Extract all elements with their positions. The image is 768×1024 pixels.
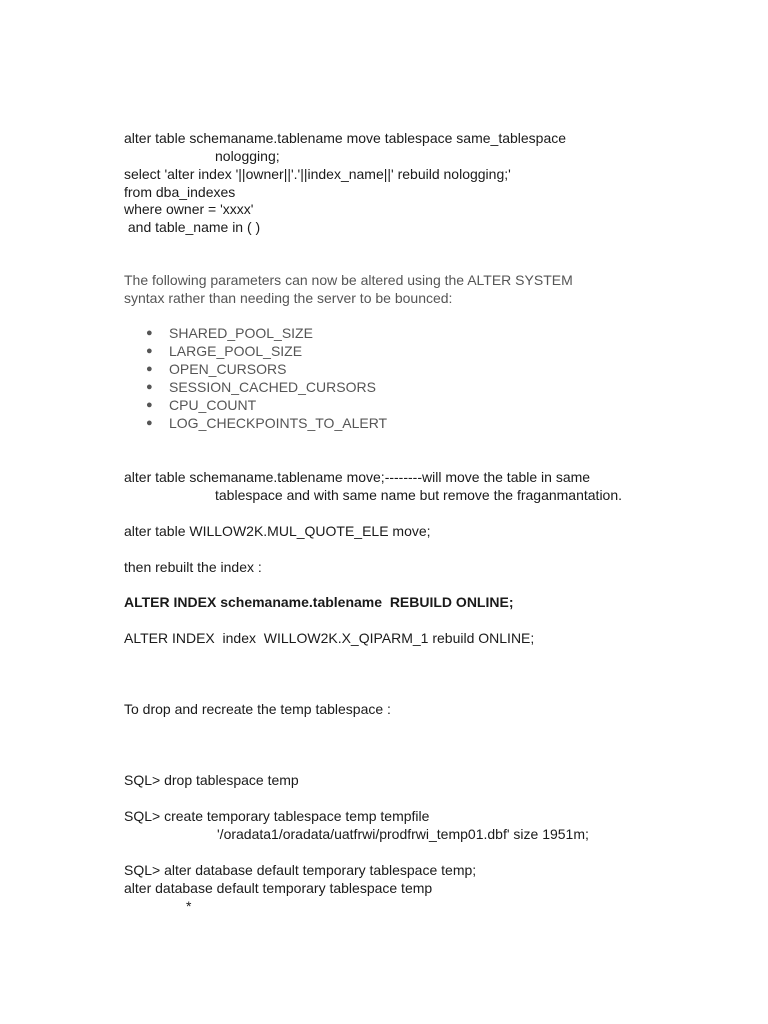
bullet-icon: ●	[146, 345, 153, 357]
bullet-icon: ●	[146, 363, 153, 375]
bullet-icon: ●	[146, 327, 153, 339]
list-item-label: LOG_CHECKPOINTS_TO_ALERT	[169, 415, 388, 431]
temp-heading: To drop and recreate the temp tablespace :	[124, 701, 391, 717]
list-item	[124, 378, 387, 396]
sql-move-tablespace-line: alter table schemaname.tablename move tablespace same_tablespace	[124, 130, 567, 146]
error-asterisk: *	[186, 898, 192, 914]
list-item	[124, 360, 387, 378]
list-item-label: LARGE_POOL_SIZE	[169, 343, 303, 359]
sql-from-line: from dba_indexes	[124, 184, 236, 200]
params-bullet-list	[124, 324, 387, 432]
rebuilt-index-line: then rebuilt the index :	[124, 559, 262, 575]
bullet-icon: ●	[146, 417, 153, 429]
move-table-line-1: alter table schemaname.tablename move;--------will move the table in same	[124, 469, 591, 485]
list-item	[124, 342, 387, 360]
sql-and-line: and table_name in ( )	[124, 219, 261, 235]
sql-create-temp-line-1: SQL> create temporary tablespace temp tempfile	[124, 808, 430, 824]
sql-create-temp-line-2: '/oradata1/oradata/uatfrwi/prodfrwi_temp01.dbf' size 1951m;	[217, 826, 589, 842]
params-intro-line-1: The following parameters can now be altered using the ALTER SYSTEM	[124, 272, 573, 288]
list-item	[124, 414, 387, 432]
list-item-label: CPU_COUNT	[169, 397, 257, 413]
willow-move-line: alter table WILLOW2K.MUL_QUOTE_ELE move;	[124, 523, 431, 539]
sql-alter-database-echo-line: alter database default temporary tablespace temp	[124, 880, 433, 896]
sql-alter-database-line: SQL> alter database default temporary tablespace temp;	[124, 862, 477, 878]
sql-select-line: select 'alter index '||owner||'.'||index_name||' rebuild nologging;'	[124, 166, 511, 182]
move-table-line-2: tablespace and with same name but remove the fraganmantation.	[215, 487, 623, 503]
alter-index-bold-line: ALTER INDEX schemaname.tablename REBUILD ONLINE;	[124, 594, 514, 610]
list-item	[124, 396, 387, 414]
list-item-label: OPEN_CURSORS	[169, 361, 287, 377]
list-item-label: SHARED_POOL_SIZE	[169, 325, 313, 341]
sql-drop-tablespace-line: SQL> drop tablespace temp	[124, 772, 299, 788]
alter-index-willow-line: ALTER INDEX index WILLOW2K.X_QIPARM_1 rebuild ONLINE;	[124, 630, 535, 646]
bullet-icon: ●	[146, 399, 153, 411]
sql-nologging-line: nologging;	[215, 148, 280, 164]
params-intro-line-2: syntax rather than needing the server to be bounced:	[124, 290, 453, 306]
sql-where-line: where owner = 'xxxx'	[124, 201, 254, 217]
list-item-label: SESSION_CACHED_CURSORS	[169, 379, 376, 395]
bullet-icon: ●	[146, 381, 153, 393]
list-item	[124, 324, 387, 342]
